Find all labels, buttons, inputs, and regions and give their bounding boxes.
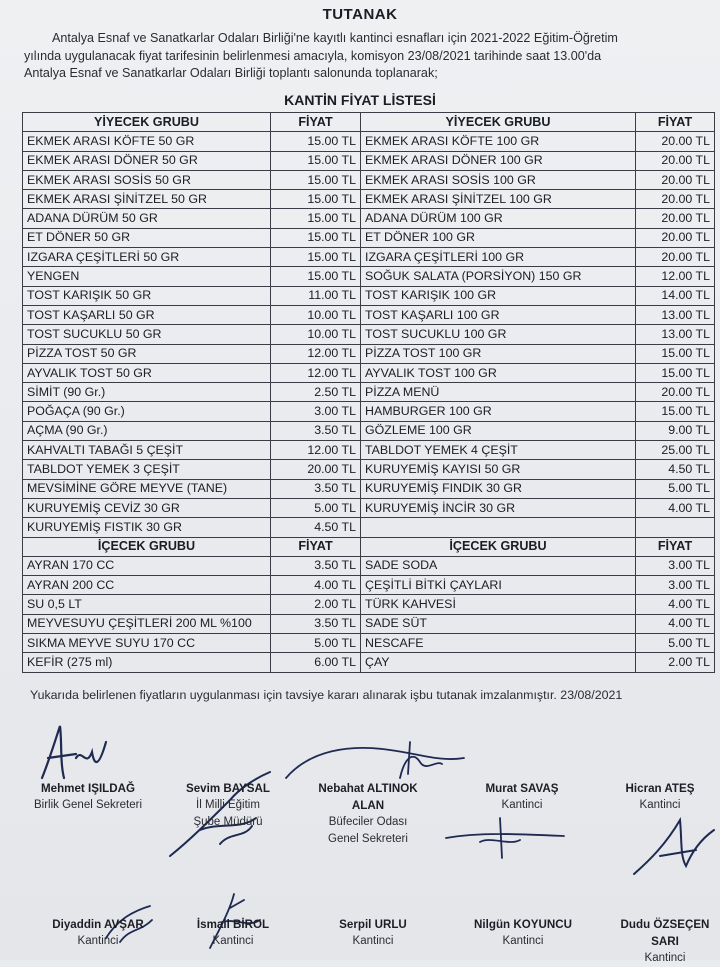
item-left: KURUYEMİŞ FISTIK 30 GR (23, 518, 271, 537)
signatory-title: Büfeciler Odası (328, 816, 408, 828)
price-right: 4.00 TL (636, 498, 715, 517)
price-left: 15.00 TL (271, 170, 361, 189)
drink-right-price-header: FİYAT (636, 537, 715, 556)
food-row (23, 170, 715, 189)
signatory-title: Kantinci (77, 935, 119, 947)
price-right: 20.00 TL (636, 383, 715, 402)
price-right: 4.00 TL (636, 614, 715, 633)
price-left: 12.00 TL (271, 344, 361, 363)
food-row (23, 209, 715, 228)
item-right: PİZZA TOST 100 GR (361, 344, 636, 363)
item-right: EKMEK ARASI SOSİS 100 GR (361, 170, 636, 189)
drink-row (23, 634, 715, 653)
price-list-title: KANTİN FİYAT LİSTESİ (284, 92, 436, 108)
item-right: TOST KAŞARLI 100 GR (361, 305, 636, 324)
price-left: 10.00 TL (271, 325, 361, 344)
signatory-name: Hicran ATEŞ (625, 782, 695, 795)
food-row (23, 132, 715, 151)
price-right: 15.00 TL (636, 402, 715, 421)
item-right: NESCAFE (361, 634, 636, 653)
item-left: AYRAN 200 CC (23, 576, 271, 595)
item-right: KURUYEMİŞ İNCİR 30 GR (361, 498, 636, 517)
signatory-name: Sevim BAYSAL (186, 782, 270, 795)
signature-mehmet (36, 718, 116, 788)
food-row (23, 479, 715, 498)
intro-line-3: Antalya Esnaf ve Sanatkarlar Odaları Birliği toplantı salonunda toplanarak; (24, 66, 438, 80)
food-row (23, 305, 715, 324)
signatory-9 (458, 916, 588, 950)
food-header-row (23, 113, 715, 132)
signatory-5 (606, 780, 714, 814)
price-right: 15.00 TL (636, 363, 715, 382)
food-row (23, 228, 715, 247)
document-title: TUTANAK (322, 6, 398, 23)
price-right: 3.00 TL (636, 556, 715, 575)
food-row (23, 402, 715, 421)
signatory-2 (168, 780, 288, 831)
item-right: ADANA DÜRÜM 100 GR (361, 209, 636, 228)
item-left: ADANA DÜRÜM 50 GR (23, 209, 271, 228)
drink-left-group-header: İÇECEK GRUBU (23, 537, 271, 556)
price-right: 15.00 TL (636, 344, 715, 363)
item-right: SADE SODA (361, 556, 636, 575)
price-left: 5.00 TL (271, 498, 361, 517)
food-row (23, 286, 715, 305)
price-right: 20.00 TL (636, 228, 715, 247)
item-right: TOST SUCUKLU 100 GR (361, 325, 636, 344)
price-left: 15.00 TL (271, 132, 361, 151)
item-left: TOST KAŞARLI 50 GR (23, 305, 271, 324)
item-left: EKMEK ARASI KÖFTE 50 GR (23, 132, 271, 151)
item-left: SIKMA MEYVE SUYU 170 CC (23, 634, 271, 653)
signatory-3 (308, 780, 428, 848)
price-right: 4.50 TL (636, 460, 715, 479)
price-left: 15.00 TL (271, 209, 361, 228)
drink-row (23, 595, 715, 614)
signatory-7 (178, 916, 288, 950)
item-left: MEYVESUYU ÇEŞİTLERİ 200 ML %100 (23, 614, 271, 633)
signatory-name: İsmail BİROL (196, 918, 270, 931)
item-right: KURUYEMİŞ FINDIK 30 GR (361, 479, 636, 498)
price-left: 3.00 TL (271, 402, 361, 421)
signatory-name: Mehmet IŞILDAĞ (40, 782, 136, 795)
item-left: PİZZA TOST 50 GR (23, 344, 271, 363)
price-left: 2.50 TL (271, 383, 361, 402)
drink-header-group (23, 537, 715, 556)
food-left-price-header: FİYAT (271, 113, 361, 132)
price-left: 3.50 TL (271, 421, 361, 440)
food-row (23, 344, 715, 363)
price-right: 13.00 TL (636, 305, 715, 324)
item-right: PİZZA MENÜ (361, 383, 636, 402)
price-left: 20.00 TL (271, 460, 361, 479)
food-row (23, 151, 715, 170)
food-row (23, 325, 715, 344)
price-left: 3.50 TL (271, 614, 361, 633)
food-row (23, 518, 715, 537)
signatory-title-2: Genel Sekreteri (328, 833, 408, 845)
item-left: MEVSİMİNE GÖRE MEYVE (TANE) (23, 479, 271, 498)
item-right: KURUYEMİŞ KAYISI 50 GR (361, 460, 636, 479)
food-left-group-header: YİYECEK GRUBU (23, 113, 271, 132)
item-right: SADE SÜT (361, 614, 636, 633)
signatory-10 (612, 916, 718, 967)
item-right: GÖZLEME 100 GR (361, 421, 636, 440)
price-left: 2.00 TL (271, 595, 361, 614)
price-left: 4.50 TL (271, 518, 361, 537)
item-right: ÇAY (361, 653, 636, 672)
price-left: 4.00 TL (271, 576, 361, 595)
item-left: EKMEK ARASI SOSİS 50 GR (23, 170, 271, 189)
signatory-4 (460, 780, 584, 814)
item-left: AÇMA (90 Gr.) (23, 421, 271, 440)
item-right: ET DÖNER 100 GR (361, 228, 636, 247)
price-right: 20.00 TL (636, 190, 715, 209)
item-left: AYRAN 170 CC (23, 556, 271, 575)
signatory-title: İl Milli Eğitim (196, 799, 260, 811)
food-row (23, 267, 715, 286)
signatory-title: Kantinci (502, 935, 544, 947)
signatory-title: Kantinci (501, 799, 543, 811)
price-left: 12.00 TL (271, 441, 361, 460)
item-right (361, 518, 636, 537)
item-right: TÜRK KAHVESİ (361, 595, 636, 614)
signatory-6 (18, 916, 178, 950)
price-right: 9.00 TL (636, 421, 715, 440)
item-right: SOĞUK SALATA (PORSİYON) 150 GR (361, 267, 636, 286)
item-left: IZGARA ÇEŞİTLERİ 50 GR (23, 248, 271, 267)
item-left: TOST KARIŞIK 50 GR (23, 286, 271, 305)
price-left: 15.00 TL (271, 248, 361, 267)
item-left: AYVALIK TOST 50 GR (23, 363, 271, 382)
item-right: ÇEŞİTLİ BİTKİ ÇAYLARI (361, 576, 636, 595)
item-left: KAHVALTI TABAĞI 5 ÇEŞİT (23, 441, 271, 460)
price-left: 15.00 TL (271, 228, 361, 247)
signatory-name: Nilgün KOYUNCU (474, 918, 572, 931)
food-row (23, 421, 715, 440)
price-right: 2.00 TL (636, 653, 715, 672)
signatory-name: Diyaddin AVŞAR (52, 918, 144, 931)
item-left: TABLDOT YEMEK 3 ÇEŞİT (23, 460, 271, 479)
signatory-title-2: Şube Müdürü (193, 816, 263, 828)
drink-row (23, 556, 715, 575)
item-left: ET DÖNER 50 GR (23, 228, 271, 247)
price-left: 15.00 TL (271, 190, 361, 209)
price-right: 20.00 TL (636, 248, 715, 267)
signatory-name: Dudu ÖZSEÇEN SARI (620, 918, 710, 948)
signatory-title: Kantinci (212, 935, 254, 947)
drink-row (23, 653, 715, 672)
price-left: 15.00 TL (271, 267, 361, 286)
item-left: EKMEK ARASI DÖNER 50 GR (23, 151, 271, 170)
food-row (23, 363, 715, 382)
signatory-name: Nebahat ALTINOK ALAN (318, 782, 418, 812)
food-row (23, 383, 715, 402)
food-row (23, 190, 715, 209)
signatory-title: Birlik Genel Sekreteri (33, 799, 142, 811)
drink-right-group-header: İÇECEK GRUBU (361, 537, 636, 556)
item-right: AYVALIK TOST 100 GR (361, 363, 636, 382)
food-row (23, 460, 715, 479)
item-right: EKMEK ARASI KÖFTE 100 GR (361, 132, 636, 151)
food-row (23, 441, 715, 460)
drink-header-row (23, 537, 715, 556)
item-left: KEFİR (275 ml) (23, 653, 271, 672)
item-right: HAMBURGER 100 GR (361, 402, 636, 421)
price-right: 4.00 TL (636, 595, 715, 614)
item-left: EKMEK ARASI ŞİNİTZEL 50 GR (23, 190, 271, 209)
signatory-1 (18, 780, 158, 814)
price-right: 25.00 TL (636, 441, 715, 460)
food-row (23, 498, 715, 517)
item-right: EKMEK ARASI ŞİNİTZEL 100 GR (361, 190, 636, 209)
price-right: 12.00 TL (636, 267, 715, 286)
intro-line-2: yılında uygulanacak fiyat tarifesinin belirlenmesi amacıyla, komisyon 23/08/2021 tarihinde saat 13.00'da (24, 48, 602, 63)
drink-row (23, 576, 715, 595)
closing-note: Yukarıda belirlenen fiyatların uygulanması için tavsiye kararı alınarak işbu tutanak imzalanmıştır. 23/08/2021 (30, 688, 623, 702)
price-table (22, 112, 715, 673)
price-left: 3.50 TL (271, 556, 361, 575)
item-right: TOST KARIŞIK 100 GR (361, 286, 636, 305)
price-left: 10.00 TL (271, 305, 361, 324)
price-right: 13.00 TL (636, 325, 715, 344)
signatory-name: Murat SAVAŞ (485, 782, 559, 795)
price-right (636, 518, 715, 537)
item-left: YENGEN (23, 267, 271, 286)
intro-paragraph (24, 30, 712, 83)
price-left: 12.00 TL (271, 363, 361, 382)
drink-rows (23, 556, 715, 672)
item-left: POĞAÇA (90 Gr.) (23, 402, 271, 421)
item-left: TOST SUCUKLU 50 GR (23, 325, 271, 344)
food-row (23, 248, 715, 267)
item-right: EKMEK ARASI DÖNER 100 GR (361, 151, 636, 170)
price-left: 6.00 TL (271, 653, 361, 672)
price-left: 15.00 TL (271, 151, 361, 170)
price-right: 5.00 TL (636, 634, 715, 653)
drink-left-price-header: FİYAT (271, 537, 361, 556)
price-right: 20.00 TL (636, 151, 715, 170)
signatory-title: Kantinci (352, 935, 394, 947)
item-left: KURUYEMİŞ CEVİZ 30 GR (23, 498, 271, 517)
price-right: 20.00 TL (636, 209, 715, 228)
signature-murat (440, 812, 570, 862)
signatory-8 (318, 916, 428, 950)
price-left: 11.00 TL (271, 286, 361, 305)
item-right: TABLDOT YEMEK 4 ÇEŞİT (361, 441, 636, 460)
price-right: 3.00 TL (636, 576, 715, 595)
food-right-price-header: FİYAT (636, 113, 715, 132)
food-right-group-header: YİYECEK GRUBU (361, 113, 636, 132)
food-rows (23, 132, 715, 537)
signatory-title: Kantinci (644, 952, 686, 964)
price-right: 20.00 TL (636, 132, 715, 151)
price-right: 14.00 TL (636, 286, 715, 305)
price-left: 5.00 TL (271, 634, 361, 653)
drink-row (23, 614, 715, 633)
item-left: SİMİT (90 Gr.) (23, 383, 271, 402)
signatory-name: Serpil URLU (339, 918, 407, 931)
price-left: 3.50 TL (271, 479, 361, 498)
item-right: IZGARA ÇEŞİTLERİ 100 GR (361, 248, 636, 267)
price-right: 20.00 TL (636, 170, 715, 189)
intro-line-1: Antalya Esnaf ve Sanatkarlar Odaları Birliği'ne kayıtlı kantinci esnafları için 2021-2022 Eğitim-Öğretim (52, 31, 618, 45)
price-right: 5.00 TL (636, 479, 715, 498)
item-left: SU 0,5 LT (23, 595, 271, 614)
signatory-title: Kantinci (639, 799, 681, 811)
